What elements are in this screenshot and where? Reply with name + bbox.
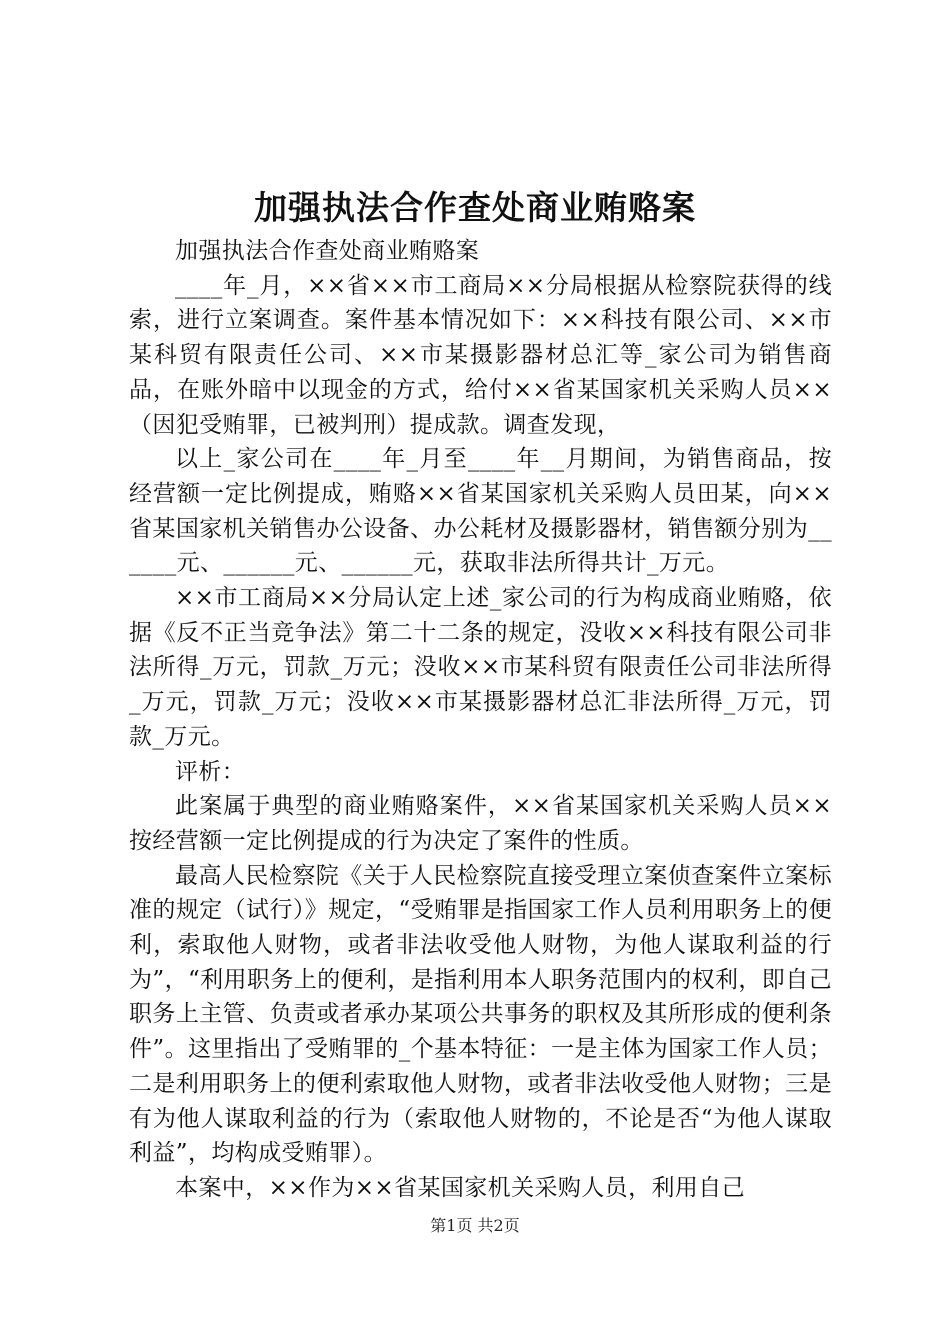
document-body bbox=[129, 234, 832, 1206]
document-title: 加强执法合作查处商业贿赂案 bbox=[254, 188, 696, 227]
paragraph-legal-definition: 最高人民检察院《关于人民检察院直接受理立案侦查案件立案标准的规定（试行）》规定，“受贿罪是指国家工作人员利用职务上的便利，索取他人财物，或者非法收受他人财物，为他人谋取利益的行为”，“利用职务上的便利，是指利用本人职务范围内的权利，即自己职务上主管、负责或者承办某项公共事务的职权及其所形成的便利条件”。这里指出了受贿罪的_个基本特征：一是主体为国家工作人员；二是利用职务上的便利索取他人财物，或者非法收受他人财物；三是有为他人谋取利益的行为（索取他人财物的，不论是否“为他人谋取利益”，均构成受贿罪）。 bbox=[129, 862, 832, 1167]
paragraph-case-nature: 此案属于典型的商业贿赂案件，××省某国家机关采购人员××按经营额一定比例提成的行为决定了案件的性质。 bbox=[129, 793, 832, 854]
page-footer: 第1页 共2页 bbox=[430, 1216, 520, 1235]
paragraph-investigation-findings: 以上_家公司在____年_月至____年__月期间，为销售商品，按经营额一定比例提成，贿赂××省某国家机关采购人员田某，向××省某国家机关销售办公设备、办公耗材及摄影器材，销售额分别为______元、______元、______元，获取非法所得共计_万元。 bbox=[129, 446, 832, 577]
paragraph-case-intro: ____年_月，××省××市工商局××分局根据从检察院获得的线索，进行立案调查。案件基本情况如下：××科技有限公司、××市某科贸有限责任公司、××市某摄影器材总汇等_家公司为销售商品，在账外暗中以现金的方式，给付××省某国家机关采购人员××（因犯受贿罪，已被判刑）提成款。调查发现， bbox=[129, 272, 832, 438]
paragraph-case-application: 本案中，××作为××省某国家机关采购人员，利用自己 bbox=[175, 1174, 746, 1201]
paragraph-analysis-heading: 评析： bbox=[175, 758, 246, 785]
paragraph-subtitle: 加强执法合作查处商业贿赂案 bbox=[175, 238, 480, 264]
paragraph-penalty-decision: ××市工商局××分局认定上述_家公司的行为构成商业贿赂，依据《反不正当竞争法》第二十二条的规定，没收××科技有限公司非法所得_万元，罚款_万元；没收××市某科贸有限责任公司非法所得_万元，罚款_万元；没收××市某摄影器材总汇非法所得_万元，罚款_万元。 bbox=[129, 585, 832, 750]
